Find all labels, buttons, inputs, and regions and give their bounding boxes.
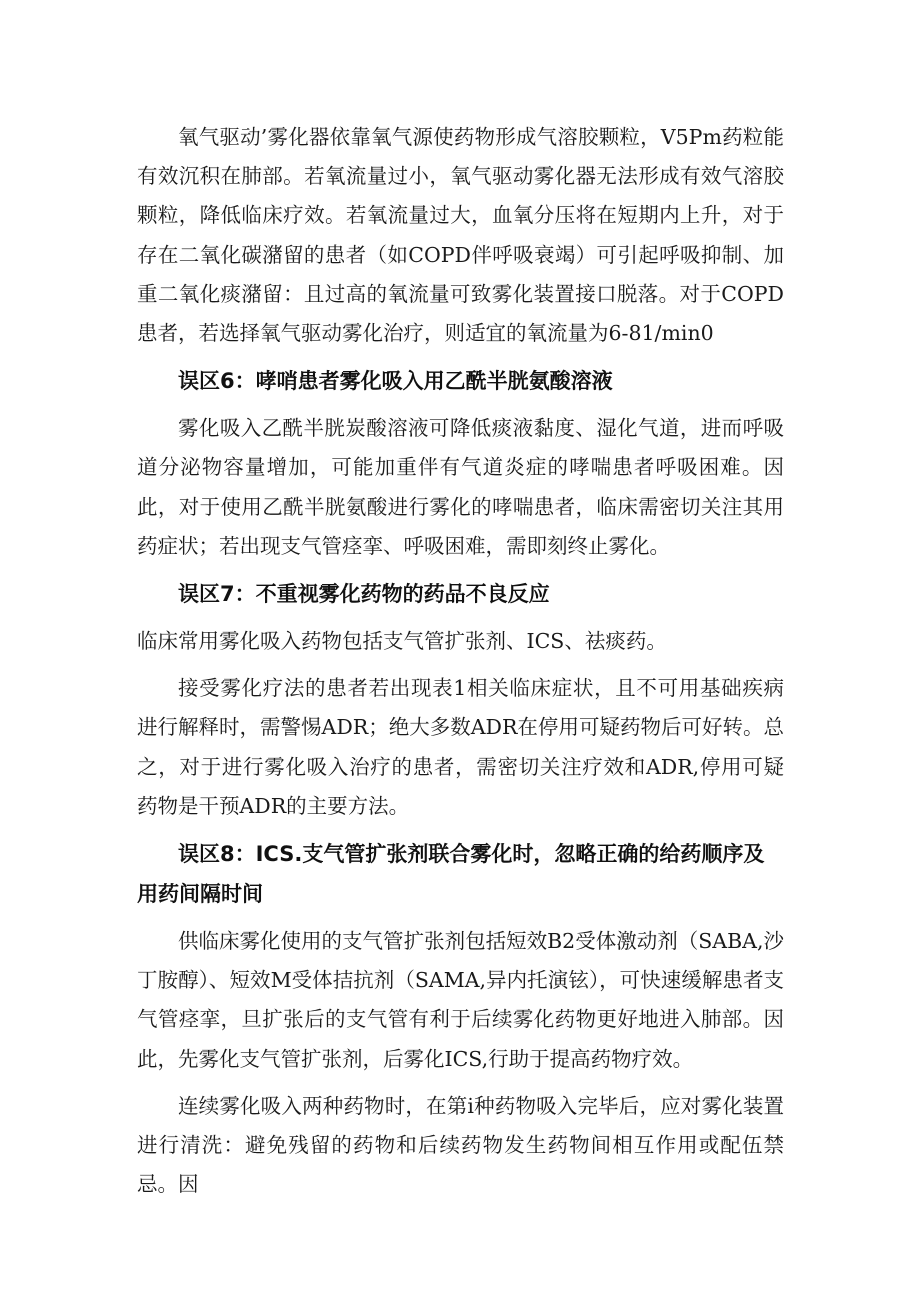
paragraph-device-cleaning: 连续雾化吸入两种药物时，在第i种药物吸入完毕后，应对雾化装置进行清洗：避免残留的药物和后续药物发生药物间相互作用或配伍禁忌。因 bbox=[137, 1093, 784, 1197]
paragraph-acetylcysteine: 雾化吸入乙酰半胱炭酸溶液可降低痰液黏度、湿化气道，进而呼吸道分泌物容量增加，可能加重伴有气道炎症的哮喘患者呼吸困难。因此，对于使用乙酰半胱氨酸进行雾化的哮喘患者，临床需密切关注其用药症状；若出现支气管痉挛、呼吸困难，需即刻终止雾化。 bbox=[137, 416, 784, 558]
heading-misconception-7: 误区7：不重视雾化药物的药品不良反应 bbox=[178, 582, 550, 607]
paragraph-oxygen-flow: 氧气驱动’雾化器依靠氧气源使药物形成气溶胶颗粒，V5Pm药粒能有效沉积在肺部。若氧流量过小，氧气驱动雾化器无法形成有效气溶胶颗粒，降低临床疗效。若氧流量过大，血氧分压将在短期内上升，对于存在二氧化碳潴留的患者（如COPD伴呼吸衰竭）可引起呼吸抑制、加重二氧化痰潴留：且过高的氧流量可致雾化装置接口脱落。对于COPD患者，若选择氧气驱动雾化治疗，则适宜的氧流量为6-81∕min0 bbox=[137, 125, 784, 346]
paragraph-bronchodilators: 供临床雾化使用的支气管扩张剂包括短效B2受体激动剂（SABA,沙丁胺醇）、短效M受体拮抗剂（SAMA,异内托演铉），可快速缓解患者支气管痉挛，旦扩张后的支气管有利于后续雾化药物更好地进入肺部。因此，先雾化支气管扩张剂，后雾化ICS,行助于提高药物疗效。 bbox=[137, 929, 784, 1071]
heading-misconception-8: 误区8：ICS.支气管扩张剂联合雾化时，忽略正确的给药顺序及用药间隔时间 bbox=[137, 842, 765, 907]
paragraph-common-drugs: 临床常用雾化吸入药物包括支气管扩张剂、ICS、祛痰药。 bbox=[137, 629, 667, 654]
paragraph-adr: 接受雾化疗法的患者若出现表1相关临床症状，且不可用基础疾病进行解释时，需警惕ADR；绝大多数ADR在停用可疑药物后可好转。总之，对于进行雾化吸入治疗的患者，需密切关注疗效和ADR,停用可疑药物是干预ADR的主要方法。 bbox=[137, 676, 784, 818]
heading-misconception-6: 误区6：哮哨患者雾化吸入用乙酰半胱氨酸溶液 bbox=[178, 369, 613, 394]
document-body bbox=[137, 118, 784, 1204]
